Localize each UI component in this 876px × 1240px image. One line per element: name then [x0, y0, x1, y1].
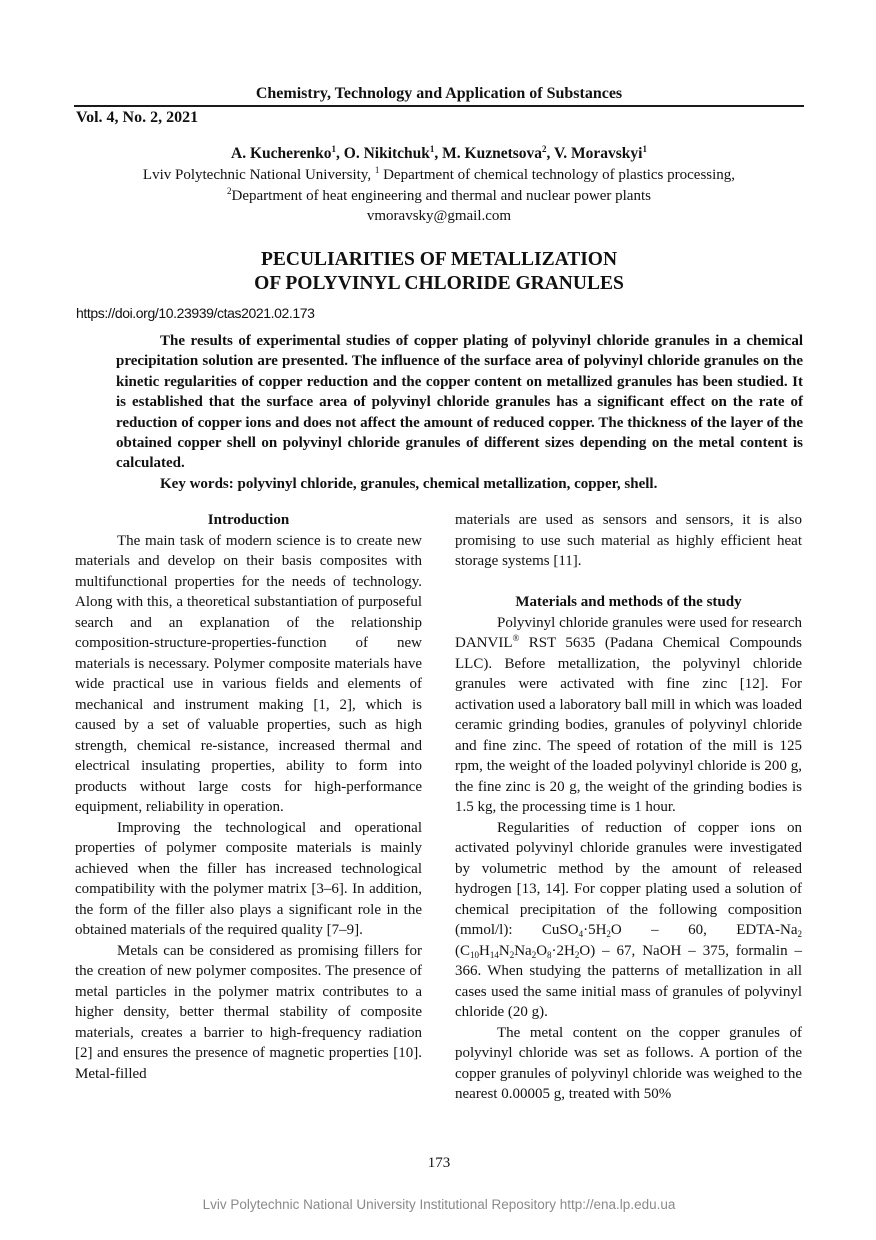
- author-name: O. Nikitchuk: [343, 145, 430, 162]
- page-number: 173: [427, 1155, 451, 1171]
- paper-title-line-1: PECULIARITIES OF METALLIZATION: [260, 249, 618, 270]
- author-affil-mark: 1: [642, 144, 647, 154]
- left-column: [75, 510, 422, 1084]
- abstract-text: The results of experimental studies of copper plating of polyvinyl chloride granules in a chemical precipitation solution are presented. The influence of the surface area of polyvinyl chloride granules on the kinetic regularities of copper reduction and the copper content on metallized granules has been studied. It is established that the surface area of polyvinyl chloride granules has a significant effect on the rate of reduction of copper ions and does not affect the amount of reduced copper. The thickness of the layer of the obtained copper shell on polyvinyl chloride granules of different sizes depending on the metal content is calculated.: [116, 333, 803, 472]
- author-affil-mark: 1: [429, 144, 435, 154]
- author-name: M. Kuznetsova: [442, 145, 543, 162]
- journal-title: Chemistry, Technology and Application of Substances: [255, 85, 623, 102]
- spacer: [455, 572, 802, 593]
- affiliation-line-1: Lviv Polytechnic National University, $^1$ Department of chemical technology of plastics processing,: [142, 165, 736, 183]
- paper-title: [74, 248, 804, 296]
- header-rule: [74, 105, 804, 107]
- paragraph: The main task of modern science is to create new materials and develop on their basis composites with multifunctional properties for the needs of technology. Along with this, a theoretical substantiation of purposeful search and an explanation of the relationship composition-structure-properties-function of new materials is necessary. Polymer composite materials have wide practical use in various fields and elements of mechanical and instrument making [1, 2], which is caused by a set of valuable properties, such as high strength, chemical re-sistance, increased thermal and electrical insulating properties, ability to form into products without large costs for high-performance equipment, reliability in operation.: [75, 532, 422, 815]
- paragraph-continuation: materials are used as sensors and sensors, it is also promising to use such material as highly efficient heat storage systems [11].: [455, 512, 802, 569]
- paragraph: The metal content on the copper granules of polyvinyl chloride was set as follows. A portion of the copper granules of polyvinyl chloride was weighed to the nearest 0.00005 g, treated with 50%: [455, 1024, 802, 1102]
- volume-issue: Vol. 4, No. 2, 2021: [76, 109, 199, 126]
- right-column: [455, 510, 802, 1105]
- section-heading-introduction: Introduction: [207, 512, 290, 528]
- section-heading-methods: Materials and methods of the study: [515, 594, 742, 610]
- paper-title-line-2: OF POLYVINYL CHLORIDE GRANULES: [254, 273, 624, 294]
- registered-mark: ®: [512, 633, 520, 643]
- author-affil-mark: 1: [331, 144, 337, 154]
- paragraph: Polyvinyl chloride granules were used for research DANVIL® RST 5635 (Padana Chemical Compounds LLC). Before metallization, the polyvinyl chloride granules were activated with fine zinc [12]. For activation used a laboratory ball mill in which was loaded ceramic grinding bodies, granules of polyvinyl chloride and fine zinc. The speed of rotation of the mill is 125 rpm, the weight of the loaded polyvinyl chloride is 200 g, the fine zinc is 20 g, the weight of the grinding bodies is 1.5 kg, the processing time is 1 hour.: [455, 614, 802, 815]
- author-name: V. Moravskyi: [554, 145, 643, 162]
- author-list: A. Kucherenko$^1$, O. Nikitchuk$^1$, M. Kuznetsova$^2$, V. Moravskyi$^1$: [231, 144, 647, 162]
- doi-link[interactable]: https://doi.org/10.23939/ctas2021.02.173: [76, 305, 315, 321]
- author-name: A. Kucherenko: [231, 145, 332, 162]
- paragraph: Regularities of reduction of copper ions on activated polyvinyl chloride granules were investigated by volumetric method by the amount of released hydrogen [13, 14]. For copper plating used a solution of chemical precipitation of the following composition (mmol/l): $CuSO_4\cdot 5H_2O - 60$, EDTA-$Na_2$ $(C_{10}H_{14}N_2Na_2O_8\cdot 2H_2O) - 67$, NaOH – 375, formalin – 366. When studying the patterns of metallization in all cases used the same initial mass of granules of polyvinyl chloride (20 g).: [455, 819, 802, 1020]
- author-email[interactable]: vmoravsky@gmail.com: [366, 208, 512, 224]
- paragraph: Improving the technological and operational properties of polymer composite materials is mainly achieved when the filler has increased technological compatibility with the polymer matrix [3–6]. In addition, the form of the filler also plays a significant role in the obtained materials of the required quality [7–9].: [75, 819, 422, 938]
- keywords: Key words: polyvinyl chloride, granules, chemical metallization, copper, shell.: [160, 475, 658, 492]
- author-affil-mark: 2: [542, 144, 547, 154]
- abstract: [116, 331, 803, 494]
- affiliation-line-2: $^2$Department of heat engineering and thermal and nuclear power plants: [227, 185, 651, 204]
- repository-footer[interactable]: Lviv Polytechnic National University Institutional Repository http://ena.lp.edu.ua: [202, 1197, 676, 1212]
- affiliations: [74, 165, 804, 227]
- paragraph: Metals can be considered as promising fillers for the creation of new polymer composites. The presence of metal particles in the polymer matrix contributes to a higher density, better thermal stability of composite materials, creates a barrier to high-frequency radiation [2] and ensures the presence of magnetic properties [10]. Metal-filled: [75, 942, 422, 1082]
